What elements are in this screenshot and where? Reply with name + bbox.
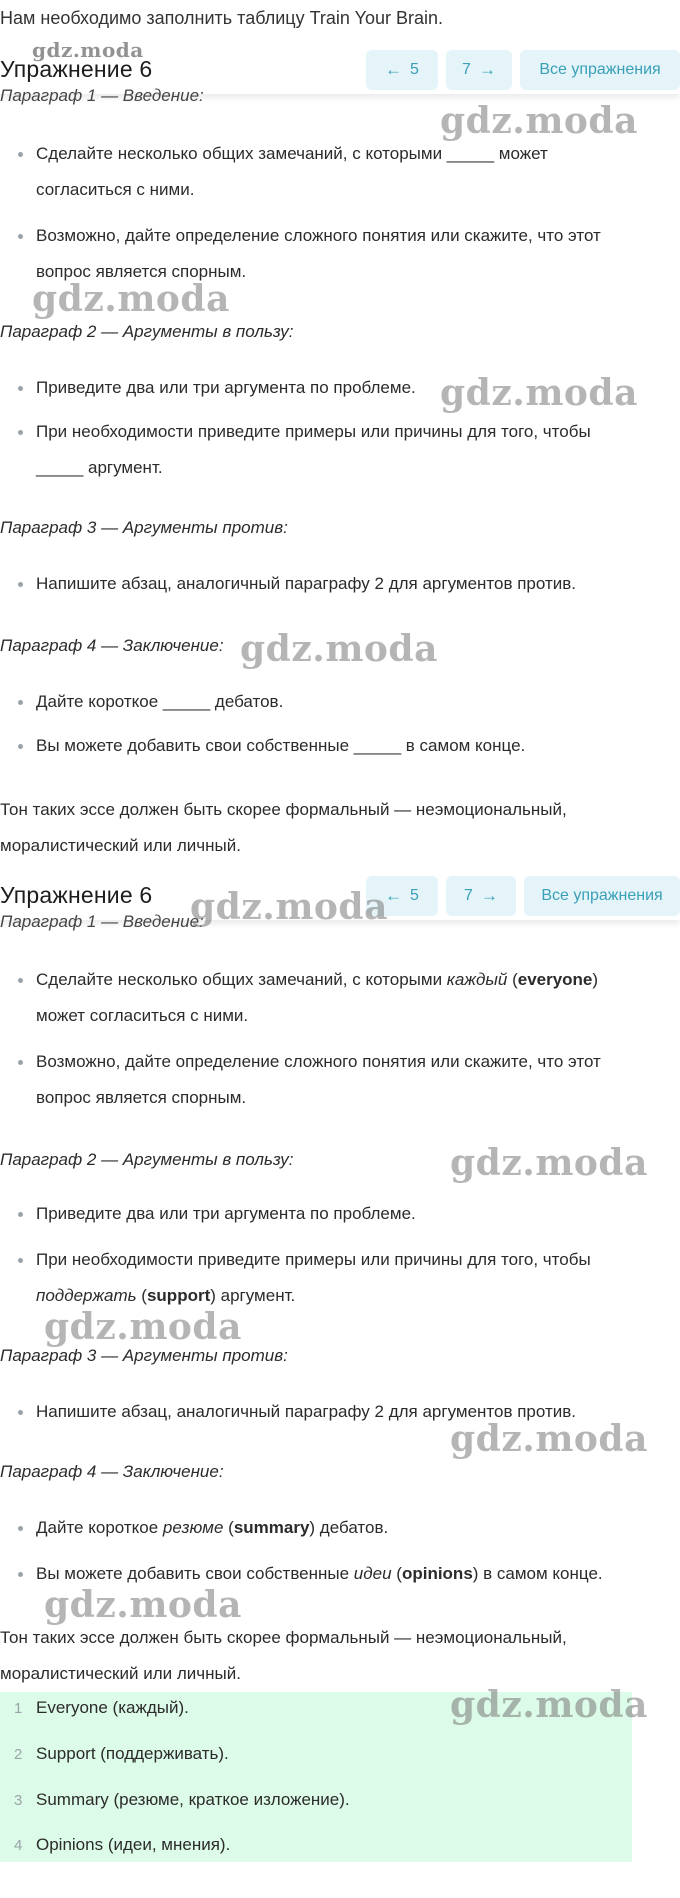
- paragraph-heading: Параграф 4 — Заключение:: [0, 636, 224, 655]
- tone-text: Тон таких эссе должен быть скорее формальный — неэмоциональный, моралистический или личный.: [0, 1628, 567, 1683]
- watermark-logo: gdz.moda: [44, 1306, 242, 1348]
- all-exercises-button[interactable]: [524, 876, 680, 916]
- watermark-logo: gdz.moda: [32, 38, 144, 62]
- answer-number: 1: [14, 1700, 23, 1717]
- next-exercise-button[interactable]: [446, 50, 512, 90]
- next-exercise-label: 7: [462, 61, 471, 78]
- arrow-right-icon: →: [478, 60, 496, 79]
- arrow-left-icon: ←: [385, 60, 403, 79]
- tone-text: Тон таких эссе должен быть скорее формальный — неэмоциональный, моралистический или личный.: [0, 800, 567, 855]
- list-item: При необходимости приведите примеры или причины для того, чтобы поддержать (support) аргумент.: [36, 1242, 591, 1314]
- next-exercise-button[interactable]: [446, 876, 516, 916]
- list-item: Приведите два или три аргумента по проблеме.: [36, 1196, 416, 1232]
- all-exercises-label: Все упражнения: [539, 61, 661, 78]
- paragraph-heading: Параграф 3 — Аргументы против:: [0, 1346, 288, 1365]
- watermark-logo: gdz.moda: [450, 1684, 648, 1726]
- prev-exercise-label: 5: [410, 61, 419, 78]
- watermark-logo: gdz.moda: [450, 1418, 648, 1460]
- list-item: Напишите абзац, аналогичный параграфу 2 для аргументов против.: [36, 566, 576, 602]
- watermark-logo: gdz.moda: [44, 1584, 242, 1626]
- watermark-logo: gdz.moda: [32, 278, 230, 320]
- answer-number: 2: [14, 1746, 23, 1763]
- list-item: Дайте короткое _____ дебатов.: [36, 684, 283, 720]
- answer-number: 4: [14, 1837, 23, 1854]
- list-item: Вы можете добавить свои собственные идеи (opinions) в самом конце.: [36, 1556, 603, 1592]
- paragraph-heading: Параграф 4 — Заключение:: [0, 1462, 224, 1481]
- next-exercise-label: 7: [464, 887, 473, 904]
- list-item: Напишите абзац, аналогичный параграфу 2 для аргументов против.: [36, 1394, 576, 1430]
- intro-text: Нам необходимо заполнить таблицу Train Your Brain.: [0, 8, 443, 28]
- exercise-title: Упражнение 6: [0, 56, 153, 82]
- watermark-logo: gdz.moda: [240, 628, 438, 670]
- watermark-logo: gdz.moda: [440, 100, 638, 142]
- cutoff-paragraph-heading: Параграф 1 — Введение:: [0, 86, 204, 105]
- answer-item: Opinions (идеи, мнения).: [36, 1835, 231, 1854]
- all-exercises-button[interactable]: [520, 50, 680, 90]
- watermark-logo: gdz.moda: [450, 1142, 648, 1184]
- list-item: Вы можете добавить свои собственные _____ в самом конце.: [36, 728, 525, 764]
- prev-exercise-button[interactable]: [366, 50, 438, 90]
- watermark-logo: gdz.moda: [190, 886, 388, 928]
- answer-number: 3: [14, 1792, 23, 1809]
- arrow-right-icon: →: [480, 886, 498, 905]
- answer-item: Everyone (каждый).: [36, 1698, 189, 1717]
- arrow-left-icon: ←: [385, 886, 403, 905]
- cutoff-paragraph-heading: Параграф 1 — Введение:: [0, 912, 204, 931]
- paragraph-heading: Параграф 2 — Аргументы в пользу:: [0, 322, 294, 341]
- list-item: При необходимости приведите примеры или причины для того, чтобы _____ аргумент.: [36, 414, 591, 486]
- list-item: Сделайте несколько общих замечаний, с которыми каждый (everyone) может согласиться с ними.: [36, 962, 598, 1034]
- answer-item: Summary (резюме, краткое изложение).: [36, 1790, 350, 1809]
- answer-item: Support (поддерживать).: [36, 1744, 229, 1763]
- paragraph-heading: Параграф 2 — Аргументы в пользу:: [0, 1150, 294, 1169]
- list-item: Возможно, дайте определение сложного понятия или скажите, что этот вопрос является спорным.: [36, 218, 601, 290]
- list-item: Сделайте несколько общих замечаний, с которыми _____ может согласиться с ними.: [36, 136, 548, 208]
- prev-exercise-label: 5: [410, 887, 419, 904]
- watermark-logo: gdz.moda: [440, 372, 638, 414]
- exercise-title: Упражнение 6: [0, 882, 153, 908]
- list-item: Приведите два или три аргумента по проблеме.: [36, 370, 416, 406]
- list-item: Дайте короткое резюме (summary) дебатов.: [36, 1510, 388, 1546]
- all-exercises-label: Все упражнения: [541, 887, 663, 904]
- paragraph-heading: Параграф 3 — Аргументы против:: [0, 518, 288, 537]
- list-item: Возможно, дайте определение сложного понятия или скажите, что этот вопрос является спорным.: [36, 1044, 601, 1116]
